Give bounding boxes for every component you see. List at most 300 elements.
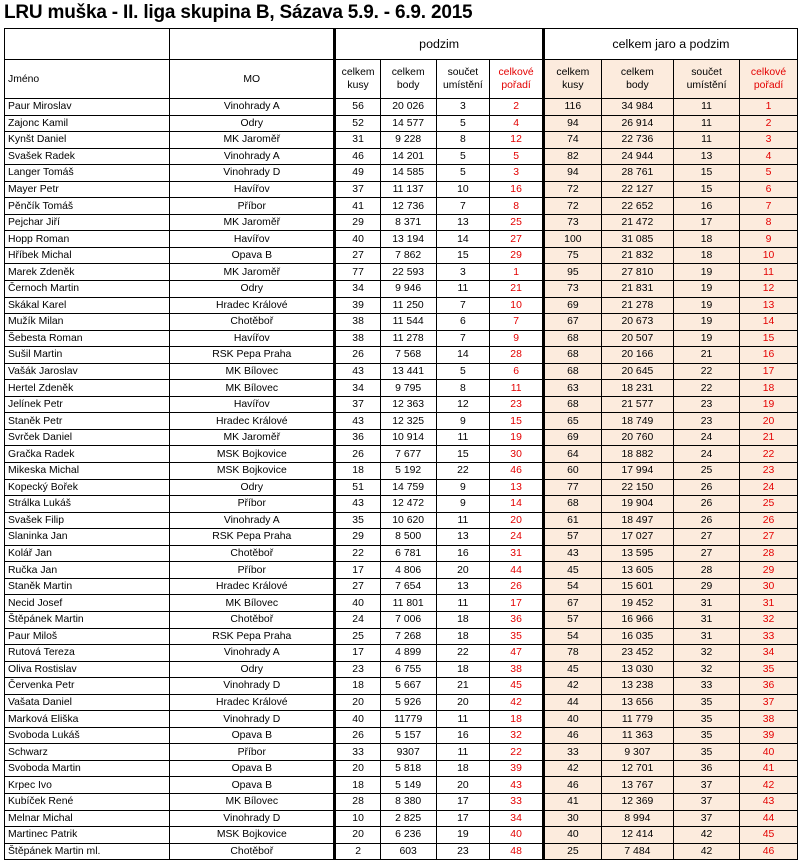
- cell-name: Rutová Tereza: [5, 645, 170, 662]
- cell-total-overall: 7: [740, 198, 798, 215]
- cell-club: Vinohrady D: [170, 165, 335, 182]
- cell-autumn-overall: 36: [490, 611, 544, 628]
- cell-total-pieces: 68: [543, 347, 601, 364]
- cell-autumn-points: 12 736: [380, 198, 436, 215]
- cell-club: Vinohrady D: [170, 711, 335, 728]
- cell-total-overall: 33: [740, 628, 798, 645]
- cell-autumn-points: 14 201: [380, 148, 436, 165]
- header-autumn-overall-line1: celkové: [498, 67, 534, 78]
- cell-club: Příbor: [170, 562, 335, 579]
- cell-total-pieces: 72: [543, 181, 601, 198]
- cell-autumn-pieces: 20: [335, 694, 380, 711]
- cell-total-sum: 16: [674, 198, 740, 215]
- cell-name: Mužík Milan: [5, 314, 170, 331]
- cell-name: Skákal Karel: [5, 297, 170, 314]
- header-blank-club: [170, 29, 335, 60]
- cell-autumn-pieces: 27: [335, 247, 380, 264]
- cell-total-points: 18 231: [601, 380, 673, 397]
- cell-total-pieces: 73: [543, 214, 601, 231]
- cell-autumn-pieces: 37: [335, 396, 380, 413]
- cell-total-pieces: 74: [543, 132, 601, 149]
- cell-total-points: 19 452: [601, 595, 673, 612]
- header-total-pieces-line1: celkem: [556, 67, 590, 78]
- table-row: [5, 446, 798, 463]
- cell-total-overall: 10: [740, 247, 798, 264]
- cell-total-pieces: 100: [543, 231, 601, 248]
- header-autumn-points-line1: celkem: [391, 67, 425, 78]
- cell-autumn-sum: 13: [436, 529, 490, 546]
- cell-club: Vinohrady D: [170, 678, 335, 695]
- cell-name: Pejchar Jiří: [5, 214, 170, 231]
- cell-total-points: 9 307: [601, 744, 673, 761]
- cell-name: Slaninka Jan: [5, 529, 170, 546]
- cell-total-pieces: 40: [543, 711, 601, 728]
- cell-total-points: 12 369: [601, 793, 673, 810]
- cell-autumn-sum: 15: [436, 247, 490, 264]
- cell-total-sum: 27: [674, 545, 740, 562]
- cell-total-points: 22 150: [601, 479, 673, 496]
- cell-total-sum: 25: [674, 463, 740, 480]
- cell-autumn-sum: 8: [436, 380, 490, 397]
- cell-autumn-pieces: 37: [335, 181, 380, 198]
- header-autumn-points-line2: body: [396, 80, 420, 91]
- cell-club: Chotěboř: [170, 611, 335, 628]
- cell-name: Vašata Daniel: [5, 694, 170, 711]
- cell-total-points: 31 085: [601, 231, 673, 248]
- cell-total-pieces: 41: [543, 793, 601, 810]
- cell-name: Svoboda Lukáš: [5, 727, 170, 744]
- cell-total-sum: 36: [674, 760, 740, 777]
- cell-autumn-sum: 18: [436, 760, 490, 777]
- table-row: [5, 479, 798, 496]
- cell-name: Schwarz: [5, 744, 170, 761]
- cell-total-overall: 39: [740, 727, 798, 744]
- cell-club: Příbor: [170, 496, 335, 513]
- cell-total-points: 22 736: [601, 132, 673, 149]
- cell-name: Necid Josef: [5, 595, 170, 612]
- cell-total-points: 18 497: [601, 512, 673, 529]
- cell-autumn-pieces: 34: [335, 281, 380, 298]
- cell-autumn-points: 2 825: [380, 810, 436, 827]
- cell-club: Chotěboř: [170, 314, 335, 331]
- cell-autumn-sum: 7: [436, 330, 490, 347]
- cell-autumn-overall: 20: [490, 512, 544, 529]
- cell-autumn-overall: 8: [490, 198, 544, 215]
- cell-autumn-points: 5 157: [380, 727, 436, 744]
- cell-autumn-pieces: 40: [335, 711, 380, 728]
- cell-total-sum: 35: [674, 727, 740, 744]
- cell-total-sum: 11: [674, 115, 740, 132]
- cell-club: RSK Pepa Praha: [170, 628, 335, 645]
- cell-autumn-sum: 20: [436, 562, 490, 579]
- cell-autumn-pieces: 17: [335, 562, 380, 579]
- header-column-row: [5, 60, 798, 99]
- cell-total-points: 17 994: [601, 463, 673, 480]
- header-total-pieces: [543, 60, 601, 99]
- cell-autumn-pieces: 18: [335, 678, 380, 695]
- cell-autumn-overall: 34: [490, 810, 544, 827]
- cell-total-sum: 15: [674, 165, 740, 182]
- cell-autumn-overall: 27: [490, 231, 544, 248]
- cell-total-points: 13 605: [601, 562, 673, 579]
- cell-club: MSK Bojkovice: [170, 463, 335, 480]
- cell-name: Staněk Petr: [5, 413, 170, 430]
- cell-total-points: 16 035: [601, 628, 673, 645]
- header-total-points-line1: celkem: [620, 67, 654, 78]
- cell-club: Vinohrady A: [170, 148, 335, 165]
- cell-total-overall: 5: [740, 165, 798, 182]
- table-row: [5, 727, 798, 744]
- cell-autumn-sum: 11: [436, 744, 490, 761]
- cell-total-sum: 32: [674, 645, 740, 662]
- cell-name: Štěpánek Martin: [5, 611, 170, 628]
- cell-autumn-points: 5 818: [380, 760, 436, 777]
- cell-autumn-points: 6 755: [380, 661, 436, 678]
- cell-total-pieces: 67: [543, 314, 601, 331]
- cell-total-points: 11 779: [601, 711, 673, 728]
- cell-total-sum: 23: [674, 413, 740, 430]
- cell-total-overall: 21: [740, 429, 798, 446]
- cell-club: Příbor: [170, 198, 335, 215]
- cell-total-sum: 26: [674, 479, 740, 496]
- cell-club: Opava B: [170, 777, 335, 794]
- cell-total-points: 17 027: [601, 529, 673, 546]
- cell-autumn-sum: 16: [436, 727, 490, 744]
- cell-club: MK Bílovec: [170, 363, 335, 380]
- cell-autumn-pieces: 41: [335, 198, 380, 215]
- cell-autumn-points: 10 914: [380, 429, 436, 446]
- cell-autumn-pieces: 23: [335, 661, 380, 678]
- cell-name: Strálka Lukáš: [5, 496, 170, 513]
- cell-total-overall: 13: [740, 297, 798, 314]
- cell-total-sum: 19: [674, 314, 740, 331]
- cell-autumn-overall: 38: [490, 661, 544, 678]
- cell-autumn-sum: 9: [436, 479, 490, 496]
- cell-total-overall: 11: [740, 264, 798, 281]
- cell-autumn-points: 11 250: [380, 297, 436, 314]
- cell-total-overall: 29: [740, 562, 798, 579]
- cell-total-sum: 35: [674, 694, 740, 711]
- cell-total-pieces: 42: [543, 678, 601, 695]
- cell-autumn-points: 4 899: [380, 645, 436, 662]
- cell-total-pieces: 75: [543, 247, 601, 264]
- table-row: [5, 396, 798, 413]
- header-total-overall-line2: pořadí: [753, 80, 784, 91]
- table-row: [5, 793, 798, 810]
- cell-club: Odry: [170, 479, 335, 496]
- cell-autumn-points: 5 192: [380, 463, 436, 480]
- table-row: [5, 314, 798, 331]
- cell-autumn-points: 5 149: [380, 777, 436, 794]
- header-club: MO: [170, 60, 335, 99]
- cell-autumn-pieces: 22: [335, 545, 380, 562]
- cell-total-pieces: 43: [543, 545, 601, 562]
- cell-club: Vinohrady A: [170, 99, 335, 116]
- cell-autumn-sum: 3: [436, 264, 490, 281]
- cell-name: Ručka Jan: [5, 562, 170, 579]
- cell-name: Pěnčík Tomáš: [5, 198, 170, 215]
- cell-autumn-pieces: 46: [335, 148, 380, 165]
- cell-autumn-points: 11 137: [380, 181, 436, 198]
- cell-autumn-points: 7 006: [380, 611, 436, 628]
- cell-total-sum: 23: [674, 396, 740, 413]
- cell-autumn-sum: 6: [436, 314, 490, 331]
- cell-total-sum: 21: [674, 347, 740, 364]
- cell-autumn-points: 12 472: [380, 496, 436, 513]
- header-total-sum-line2: umístění: [686, 80, 727, 91]
- cell-total-points: 27 810: [601, 264, 673, 281]
- cell-club: Havířov: [170, 231, 335, 248]
- cell-name: Vašák Jaroslav: [5, 363, 170, 380]
- cell-name: Svrček Daniel: [5, 429, 170, 446]
- cell-name: Červenka Petr: [5, 678, 170, 695]
- cell-autumn-points: 13 441: [380, 363, 436, 380]
- table-row: [5, 347, 798, 364]
- cell-autumn-overall: 39: [490, 760, 544, 777]
- cell-total-sum: 22: [674, 380, 740, 397]
- cell-total-sum: 11: [674, 132, 740, 149]
- cell-total-sum: 26: [674, 512, 740, 529]
- cell-autumn-sum: 11: [436, 512, 490, 529]
- cell-total-points: 24 944: [601, 148, 673, 165]
- cell-total-pieces: 65: [543, 413, 601, 430]
- cell-autumn-points: 10 620: [380, 512, 436, 529]
- cell-total-overall: 44: [740, 810, 798, 827]
- cell-total-sum: 19: [674, 297, 740, 314]
- table-row: [5, 661, 798, 678]
- cell-name: Hertel Zdeněk: [5, 380, 170, 397]
- cell-name: Paur Miroslav: [5, 99, 170, 116]
- table-row: [5, 529, 798, 546]
- cell-total-sum: 19: [674, 330, 740, 347]
- cell-autumn-points: 11 544: [380, 314, 436, 331]
- cell-name: Svašek Filip: [5, 512, 170, 529]
- cell-club: Příbor: [170, 744, 335, 761]
- cell-autumn-overall: 28: [490, 347, 544, 364]
- cell-total-sum: 19: [674, 264, 740, 281]
- header-group-autumn: podzim: [335, 29, 544, 60]
- cell-club: MK Jaroměř: [170, 214, 335, 231]
- cell-total-pieces: 72: [543, 198, 601, 215]
- cell-club: Havířov: [170, 396, 335, 413]
- table-row: [5, 611, 798, 628]
- cell-name: Mikeska Michal: [5, 463, 170, 480]
- header-total-sum-line1: součet: [691, 67, 722, 78]
- cell-autumn-points: 603: [380, 843, 436, 860]
- cell-autumn-points: 4 806: [380, 562, 436, 579]
- cell-total-points: 7 484: [601, 843, 673, 860]
- cell-total-points: 21 278: [601, 297, 673, 314]
- cell-total-points: 8 994: [601, 810, 673, 827]
- cell-name: Martinec Patrik: [5, 827, 170, 844]
- cell-autumn-points: 9 795: [380, 380, 436, 397]
- cell-total-overall: 23: [740, 463, 798, 480]
- cell-total-sum: 11: [674, 99, 740, 116]
- cell-total-sum: 31: [674, 595, 740, 612]
- table-row: [5, 578, 798, 595]
- table-row: [5, 843, 798, 860]
- table-row: [5, 628, 798, 645]
- cell-total-overall: 45: [740, 827, 798, 844]
- cell-total-points: 22 652: [601, 198, 673, 215]
- cell-name: Paur Miloš: [5, 628, 170, 645]
- cell-club: MK Bílovec: [170, 595, 335, 612]
- cell-name: Kolář Jan: [5, 545, 170, 562]
- cell-total-sum: 13: [674, 148, 740, 165]
- table-row: [5, 214, 798, 231]
- cell-total-points: 21 832: [601, 247, 673, 264]
- cell-total-points: 23 452: [601, 645, 673, 662]
- cell-autumn-pieces: 49: [335, 165, 380, 182]
- cell-autumn-pieces: 18: [335, 777, 380, 794]
- cell-club: MSK Bojkovice: [170, 446, 335, 463]
- header-autumn-pieces: [335, 60, 380, 99]
- results-table: [4, 28, 798, 860]
- header-autumn-sum-line2: umístění: [442, 80, 483, 91]
- cell-total-overall: 19: [740, 396, 798, 413]
- cell-total-points: 22 127: [601, 181, 673, 198]
- cell-autumn-pieces: 28: [335, 793, 380, 810]
- cell-autumn-sum: 22: [436, 645, 490, 662]
- cell-total-overall: 3: [740, 132, 798, 149]
- cell-autumn-points: 11 801: [380, 595, 436, 612]
- cell-autumn-pieces: 35: [335, 512, 380, 529]
- table-row: [5, 810, 798, 827]
- cell-autumn-pieces: 10: [335, 810, 380, 827]
- cell-total-pieces: 78: [543, 645, 601, 662]
- table-row: [5, 429, 798, 446]
- header-autumn-pieces-line2: kusy: [347, 80, 369, 91]
- cell-name: Langer Tomáš: [5, 165, 170, 182]
- cell-name: Marková Eliška: [5, 711, 170, 728]
- cell-total-pieces: 46: [543, 727, 601, 744]
- cell-club: Hradec Králové: [170, 694, 335, 711]
- cell-total-sum: 35: [674, 744, 740, 761]
- cell-name: Staněk Martin: [5, 578, 170, 595]
- cell-autumn-pieces: 38: [335, 314, 380, 331]
- cell-autumn-sum: 5: [436, 165, 490, 182]
- cell-autumn-pieces: 51: [335, 479, 380, 496]
- cell-autumn-sum: 9: [436, 496, 490, 513]
- cell-total-pieces: 57: [543, 611, 601, 628]
- cell-autumn-points: 7 568: [380, 347, 436, 364]
- cell-total-overall: 1: [740, 99, 798, 116]
- cell-autumn-pieces: 40: [335, 231, 380, 248]
- cell-autumn-pieces: 26: [335, 347, 380, 364]
- cell-autumn-points: 20 026: [380, 99, 436, 116]
- header-total-pieces-line2: kusy: [562, 80, 584, 91]
- cell-total-points: 13 595: [601, 545, 673, 562]
- cell-total-pieces: 73: [543, 281, 601, 298]
- header-total-overall: [740, 60, 798, 99]
- cell-total-points: 21 831: [601, 281, 673, 298]
- cell-autumn-pieces: 18: [335, 463, 380, 480]
- cell-autumn-sum: 14: [436, 231, 490, 248]
- cell-total-pieces: 40: [543, 827, 601, 844]
- header-name: Jméno: [5, 60, 170, 99]
- cell-autumn-overall: 32: [490, 727, 544, 744]
- cell-total-sum: 31: [674, 628, 740, 645]
- cell-club: RSK Pepa Praha: [170, 347, 335, 364]
- table-row: [5, 512, 798, 529]
- cell-total-pieces: 63: [543, 380, 601, 397]
- cell-autumn-points: 9 228: [380, 132, 436, 149]
- header-autumn-pieces-line1: celkem: [341, 67, 375, 78]
- cell-club: Havířov: [170, 181, 335, 198]
- cell-autumn-sum: 13: [436, 578, 490, 595]
- cell-total-pieces: 82: [543, 148, 601, 165]
- cell-club: MK Bílovec: [170, 793, 335, 810]
- cell-club: Opava B: [170, 760, 335, 777]
- cell-name: Jelínek Petr: [5, 396, 170, 413]
- cell-autumn-sum: 11: [436, 281, 490, 298]
- cell-club: MK Jaroměř: [170, 132, 335, 149]
- cell-club: MSK Bojkovice: [170, 827, 335, 844]
- cell-total-overall: 20: [740, 413, 798, 430]
- cell-total-pieces: 54: [543, 628, 601, 645]
- cell-total-pieces: 116: [543, 99, 601, 116]
- cell-total-pieces: 69: [543, 429, 601, 446]
- cell-autumn-pieces: 52: [335, 115, 380, 132]
- cell-autumn-overall: 43: [490, 777, 544, 794]
- header-group-row: [5, 29, 798, 60]
- cell-total-sum: 28: [674, 562, 740, 579]
- cell-autumn-pieces: 34: [335, 380, 380, 397]
- table-row: [5, 181, 798, 198]
- cell-total-points: 21 472: [601, 214, 673, 231]
- cell-autumn-sum: 18: [436, 661, 490, 678]
- cell-name: Krpec Ivo: [5, 777, 170, 794]
- table-row: [5, 247, 798, 264]
- cell-autumn-points: 8 380: [380, 793, 436, 810]
- cell-club: MK Jaroměř: [170, 264, 335, 281]
- cell-autumn-points: 7 677: [380, 446, 436, 463]
- cell-total-overall: 16: [740, 347, 798, 364]
- cell-total-overall: 43: [740, 793, 798, 810]
- cell-autumn-sum: 10: [436, 181, 490, 198]
- cell-autumn-points: 14 585: [380, 165, 436, 182]
- cell-autumn-overall: 16: [490, 181, 544, 198]
- cell-autumn-overall: 40: [490, 827, 544, 844]
- cell-autumn-overall: 13: [490, 479, 544, 496]
- cell-autumn-sum: 15: [436, 446, 490, 463]
- cell-autumn-overall: 6: [490, 363, 544, 380]
- cell-total-points: 26 914: [601, 115, 673, 132]
- cell-club: Chotěboř: [170, 545, 335, 562]
- table-row: [5, 132, 798, 149]
- cell-total-points: 15 601: [601, 578, 673, 595]
- table-row: [5, 281, 798, 298]
- cell-total-overall: 40: [740, 744, 798, 761]
- cell-total-pieces: 68: [543, 363, 601, 380]
- cell-autumn-overall: 22: [490, 744, 544, 761]
- cell-total-sum: 27: [674, 529, 740, 546]
- table-row: [5, 198, 798, 215]
- header-autumn-overall: [490, 60, 544, 99]
- cell-name: Svašek Radek: [5, 148, 170, 165]
- cell-total-sum: 33: [674, 678, 740, 695]
- cell-autumn-points: 12 325: [380, 413, 436, 430]
- header-group-total: celkem jaro a podzim: [543, 29, 797, 60]
- cell-autumn-sum: 21: [436, 678, 490, 695]
- cell-name: Kynšt Daniel: [5, 132, 170, 149]
- header-total-overall-line1: celkové: [750, 67, 787, 78]
- cell-total-overall: 22: [740, 446, 798, 463]
- cell-autumn-sum: 17: [436, 810, 490, 827]
- cell-autumn-sum: 14: [436, 347, 490, 364]
- cell-total-pieces: 46: [543, 777, 601, 794]
- cell-total-pieces: 77: [543, 479, 601, 496]
